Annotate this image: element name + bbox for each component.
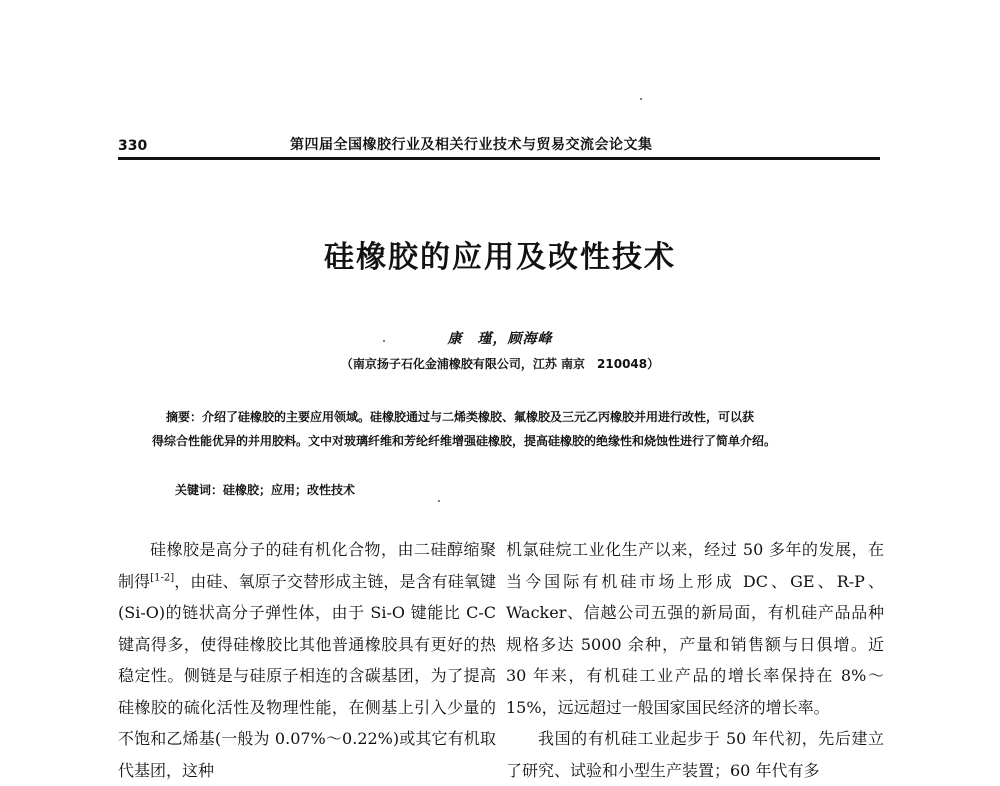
keywords: 关键词：硅橡胶；应用；改性技术 (175, 483, 356, 497)
scan-speck (640, 98, 642, 100)
page-number: 330 (118, 138, 148, 154)
abstract-line-1: 摘要：介绍了硅橡胶的主要应用领域。硅橡胶通过与二烯类橡胶、氟橡胶及三元乙丙橡胶并用进行改性，可以获 (166, 410, 755, 424)
header-rule (118, 157, 880, 160)
authors: 康 瑾，顾海峰 (447, 331, 553, 347)
scan-speck (383, 340, 385, 342)
body-paragraph: 机氯硅烷工业化生产以来，经过 50 多年的发展，在当今国际有机硅市场上形成 DC、GE、R-P、Wacker、信越公司五强的新局面，有机硅产品品种规格多达 5000 余种，产量和销售额与日俱增。近 30 年来，有机硅工业产品的增长率保持在 8%～15%，远远超过一般国家国民经济的增长率。 (506, 540, 884, 717)
body-column-left (118, 534, 496, 786)
citation-ref: [1-2] (150, 572, 175, 584)
abstract-rest: 得综合性能优异的并用胶料。文中对玻璃纤维和芳纶纤维增强硅橡胶，提高硅橡胶的绝缘性和烧蚀性进行了简单介绍。 (152, 434, 777, 448)
abstract (152, 405, 852, 453)
paper-title: 硅橡胶的应用及改性技术 (324, 240, 676, 275)
scan-speck (438, 500, 440, 502)
body-paragraph (118, 534, 496, 786)
body-paragraph: 我国的有机硅工业起步于 50 年代初，先后建立了研究、试验和小型生产装置；60 年代有多 (506, 729, 884, 780)
body-text: ，由硅、氧原子交替形成主链，是含有硅氧键(Si-O)的链状高分子弹性体，由于 Si-O 键能比 C-C 键高得多，使得硅橡胶比其他普通橡胶具有更好的热稳定性。侧链是与硅原子相连的含碳基团，为了提高硅橡胶的硫化活性及物理性能，在侧基上引入少量的不饱和乙烯基(一般为 0.07%～0.22%)或其它有机取代基团，这种 (118, 571, 496, 780)
running-header: 第四届全国橡胶行业及相关行业技术与贸易交流会论文集 (290, 137, 653, 153)
affiliation: （南京扬子石化金浦橡胶有限公司，江苏 南京 210048） (340, 357, 660, 371)
body-column-right (506, 534, 884, 786)
body-text: 硅橡胶是高分子的硅有机化合物，由二硅醇缩聚制得 (118, 540, 496, 591)
